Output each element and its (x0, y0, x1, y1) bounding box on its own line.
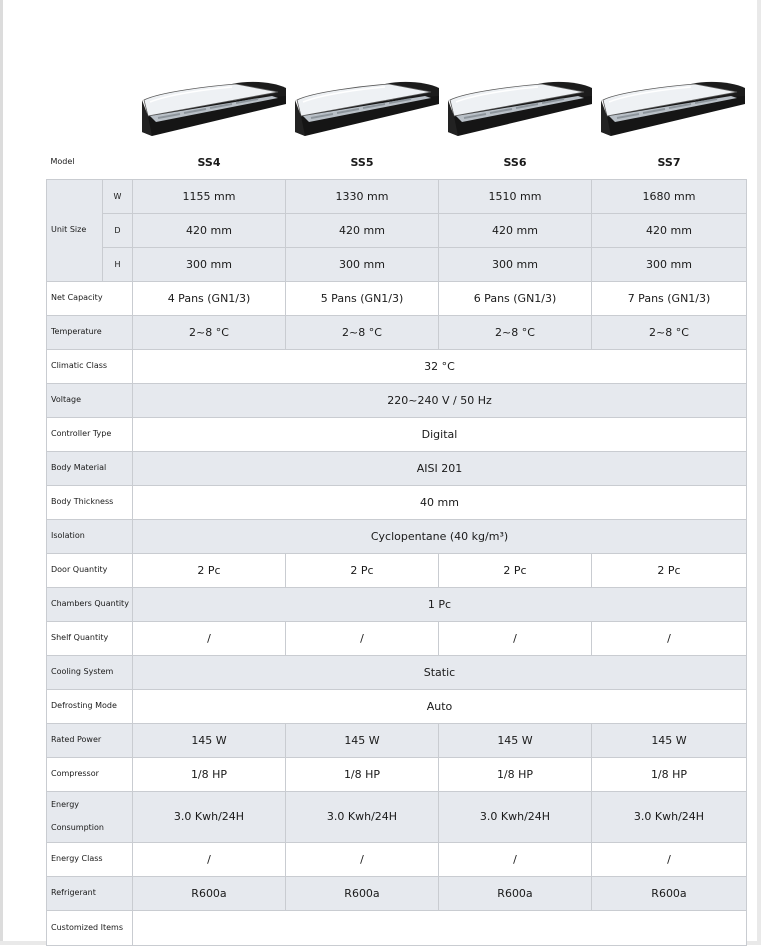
rated-power-ss6: 145 W (439, 723, 592, 757)
net-capacity-ss5: 5 Pans (GN1/3) (286, 281, 439, 315)
product-image-ss4 (140, 80, 290, 148)
net-capacity-ss7: 7 Pans (GN1/3) (592, 281, 747, 315)
chambers-quantity-label: Chambers Quantity (47, 587, 133, 621)
shelf-quantity-ss5: / (286, 621, 439, 655)
body-material-value: AISI 201 (133, 451, 747, 485)
shelf-quantity-ss4: / (133, 621, 286, 655)
door-quantity-ss4: 2 Pc (133, 553, 286, 587)
defrosting-mode-row (47, 689, 747, 723)
temperature-ss5: 2~8 °C (286, 315, 439, 349)
energy-class-ss5: / (286, 842, 439, 876)
refrigerant-row (47, 876, 747, 910)
energy-consumption-label-text: Energy Consumption (51, 800, 104, 832)
page-edge-right (757, 0, 761, 945)
width-ss7: 1680 mm (592, 179, 747, 213)
unit-size-w-row (47, 179, 747, 213)
height-ss4: 300 mm (133, 247, 286, 281)
controller-type-value: Digital (133, 417, 747, 451)
unit-size-d-row (47, 213, 747, 247)
product-image-ss7 (599, 80, 749, 148)
height-ss7: 300 mm (592, 247, 747, 281)
model-ss4: SS4 (133, 146, 286, 179)
cooling-system-label: Cooling System (47, 655, 133, 689)
unit-size-w-label: W (103, 179, 133, 213)
voltage-row (47, 383, 747, 417)
depth-ss6: 420 mm (439, 213, 592, 247)
energy-consumption-ss4: 3.0 Kwh/24H (133, 791, 286, 842)
width-ss6: 1510 mm (439, 179, 592, 213)
defrosting-mode-value: Auto (133, 689, 747, 723)
refrigerant-ss7: R600a (592, 876, 747, 910)
unit-size-h-label: H (103, 247, 133, 281)
refrigerant-ss4: R600a (133, 876, 286, 910)
door-quantity-ss7: 2 Pc (592, 553, 747, 587)
energy-consumption-ss6: 3.0 Kwh/24H (439, 791, 592, 842)
chambers-quantity-row (47, 587, 747, 621)
temperature-ss4: 2~8 °C (133, 315, 286, 349)
height-ss5: 300 mm (286, 247, 439, 281)
page-edge-left (0, 0, 3, 945)
customized-items-value (133, 910, 747, 945)
customized-items-row (47, 910, 747, 945)
shelf-quantity-row (47, 621, 747, 655)
depth-ss5: 420 mm (286, 213, 439, 247)
refrigerant-label: Refrigerant (47, 876, 133, 910)
refrigerant-ss5: R600a (286, 876, 439, 910)
product-images (134, 80, 746, 148)
energy-consumption-ss5: 3.0 Kwh/24H (286, 791, 439, 842)
door-quantity-ss6: 2 Pc (439, 553, 592, 587)
energy-class-ss7: / (592, 842, 747, 876)
temperature-label: Temperature (47, 315, 133, 349)
shelf-quantity-label: Shelf Quantity (47, 621, 133, 655)
energy-consumption-row (47, 791, 747, 842)
spec-table (46, 146, 747, 946)
door-quantity-row (47, 553, 747, 587)
energy-class-row (47, 842, 747, 876)
controller-type-row (47, 417, 747, 451)
net-capacity-label: Net Capacity (47, 281, 133, 315)
temperature-ss7: 2~8 °C (592, 315, 747, 349)
rated-power-ss7: 145 W (592, 723, 747, 757)
isolation-row (47, 519, 747, 553)
temperature-row (47, 315, 747, 349)
isolation-label: Isolation (47, 519, 133, 553)
energy-consumption-label (47, 791, 133, 842)
model-ss7: SS7 (592, 146, 747, 179)
energy-class-label: Energy Class (47, 842, 133, 876)
width-ss4: 1155 mm (133, 179, 286, 213)
compressor-row (47, 757, 747, 791)
voltage-value: 220~240 V / 50 Hz (133, 383, 747, 417)
rated-power-label: Rated Power (47, 723, 133, 757)
climatic-class-row (47, 349, 747, 383)
model-row (47, 146, 747, 179)
net-capacity-ss4: 4 Pans (GN1/3) (133, 281, 286, 315)
body-thickness-label: Body Thickness (47, 485, 133, 519)
energy-class-ss6: / (439, 842, 592, 876)
body-material-row (47, 451, 747, 485)
compressor-label: Compressor (47, 757, 133, 791)
energy-consumption-ss7: 3.0 Kwh/24H (592, 791, 747, 842)
rated-power-ss5: 145 W (286, 723, 439, 757)
isolation-value: Cyclopentane (40 kg/m³) (133, 519, 747, 553)
rated-power-row (47, 723, 747, 757)
model-label: Model (47, 146, 133, 179)
body-material-label: Body Material (47, 451, 133, 485)
chambers-quantity-value: 1 Pc (133, 587, 747, 621)
product-image-ss6 (446, 80, 596, 148)
model-ss6: SS6 (439, 146, 592, 179)
depth-ss4: 420 mm (133, 213, 286, 247)
climatic-class-value: 32 °C (133, 349, 747, 383)
depth-ss7: 420 mm (592, 213, 747, 247)
voltage-label: Voltage (47, 383, 133, 417)
compressor-ss7: 1/8 HP (592, 757, 747, 791)
defrosting-mode-label: Defrosting Mode (47, 689, 133, 723)
cooling-system-value: Static (133, 655, 747, 689)
unit-size-h-row (47, 247, 747, 281)
model-ss5: SS5 (286, 146, 439, 179)
shelf-quantity-ss6: / (439, 621, 592, 655)
product-image-ss5 (293, 80, 443, 148)
net-capacity-row (47, 281, 747, 315)
cooling-system-row (47, 655, 747, 689)
door-quantity-ss5: 2 Pc (286, 553, 439, 587)
climatic-class-label: Climatic Class (47, 349, 133, 383)
compressor-ss4: 1/8 HP (133, 757, 286, 791)
unit-size-d-label: D (103, 213, 133, 247)
net-capacity-ss6: 6 Pans (GN1/3) (439, 281, 592, 315)
width-ss5: 1330 mm (286, 179, 439, 213)
body-thickness-value: 40 mm (133, 485, 747, 519)
height-ss6: 300 mm (439, 247, 592, 281)
body-thickness-row (47, 485, 747, 519)
temperature-ss6: 2~8 °C (439, 315, 592, 349)
shelf-quantity-ss7: / (592, 621, 747, 655)
door-quantity-label: Door Quantity (47, 553, 133, 587)
unit-size-label: Unit Size (47, 179, 103, 281)
refrigerant-ss6: R600a (439, 876, 592, 910)
energy-class-ss4: / (133, 842, 286, 876)
customized-items-label: Customized Items (47, 910, 133, 945)
compressor-ss5: 1/8 HP (286, 757, 439, 791)
compressor-ss6: 1/8 HP (439, 757, 592, 791)
controller-type-label: Controller Type (47, 417, 133, 451)
rated-power-ss4: 145 W (133, 723, 286, 757)
